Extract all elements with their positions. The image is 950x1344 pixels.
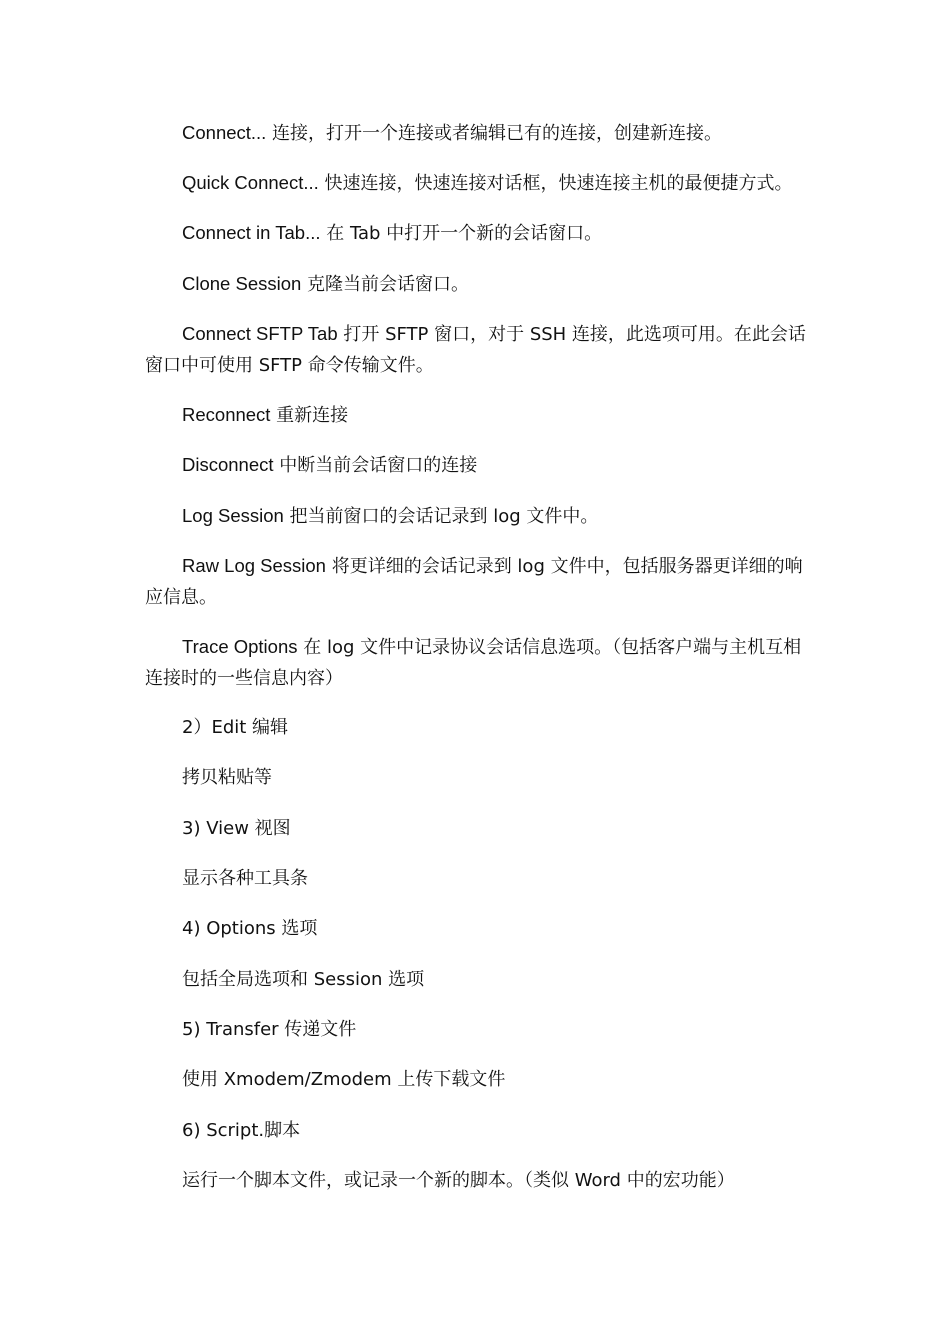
paragraph-text: 使用 Xmodem/Zmodem 上传下载文件 — [182, 1069, 506, 1090]
term-description: 在 Tab 中打开一个新的会话窗口。 — [320, 223, 603, 244]
paragraph-connect-in-tab — [145, 217, 810, 249]
paragraph-text: 包括全局选项和 Session 选项 — [182, 969, 425, 990]
paragraph-connect-sftp-tab — [145, 318, 810, 381]
paragraph-raw-log-session — [145, 550, 810, 613]
term-description: 连接，打开一个连接或者编辑已有的连接，创建新连接。 — [266, 123, 723, 144]
paragraph-text: 4) Options 选项 — [182, 918, 318, 939]
term-description: 快速连接，快速连接对话框，快速连接主机的最便捷方式。 — [318, 173, 793, 194]
term-label: Raw Log Session — [182, 555, 326, 576]
term-label: Log Session — [182, 505, 284, 526]
heading-script — [145, 1115, 810, 1146]
paragraph-edit-description — [145, 762, 810, 793]
term-description: 打开 SFTP 窗口，对于 SSH 连接，此选项可用。在此会话窗口中可使用 SFTP 命令传输文件。 — [145, 324, 806, 376]
paragraph-text: 5) Transfer 传递文件 — [182, 1019, 357, 1040]
paragraph-transfer-description — [145, 1064, 810, 1095]
paragraph-text: 显示各种工具条 — [182, 868, 308, 889]
paragraph-connect — [145, 117, 810, 149]
paragraph-options-description — [145, 964, 810, 995]
term-label: Reconnect — [182, 404, 271, 425]
term-description: 将更详细的会话记录到 log 文件中，包括服务器更详细的响应信息。 — [145, 556, 803, 608]
paragraph-text: 6) Script.脚本 — [182, 1120, 301, 1141]
paragraph-view-description — [145, 863, 810, 894]
term-label: Connect in Tab... — [182, 222, 321, 243]
term-label: Clone Session — [182, 273, 302, 294]
paragraph-text: 3) View 视图 — [182, 818, 291, 839]
term-description: 在 log 文件中记录协议会话信息选项。（包括客户端与主机互相连接时的一些信息内容） — [145, 637, 802, 689]
paragraph-text: 2）Edit 编辑 — [182, 717, 289, 738]
term-description: 中断当前会话窗口的连接 — [273, 455, 478, 476]
paragraph-clone-session — [145, 268, 810, 300]
heading-edit — [145, 712, 810, 743]
paragraph-disconnect — [145, 449, 810, 481]
heading-options — [145, 913, 810, 944]
paragraph-script-description — [145, 1165, 810, 1196]
term-label: Connect... — [182, 122, 267, 143]
heading-view — [145, 813, 810, 844]
paragraph-reconnect — [145, 399, 810, 431]
paragraph-log-session — [145, 500, 810, 532]
paragraph-text: 运行一个脚本文件，或记录一个新的脚本。（类似 Word 中的宏功能） — [182, 1170, 735, 1191]
term-description: 把当前窗口的会话记录到 log 文件中。 — [283, 506, 599, 527]
term-description: 重新连接 — [270, 405, 349, 426]
term-label: Quick Connect... — [182, 172, 319, 193]
heading-transfer — [145, 1014, 810, 1045]
term-description: 克隆当前会话窗口。 — [301, 274, 470, 295]
paragraph-quick-connect — [145, 167, 810, 199]
paragraph-text: 拷贝粘贴等 — [182, 767, 272, 788]
term-label: Connect SFTP Tab — [182, 323, 338, 344]
term-label: Trace Options — [182, 636, 298, 657]
paragraph-trace-options — [145, 631, 810, 694]
term-label: Disconnect — [182, 454, 274, 475]
